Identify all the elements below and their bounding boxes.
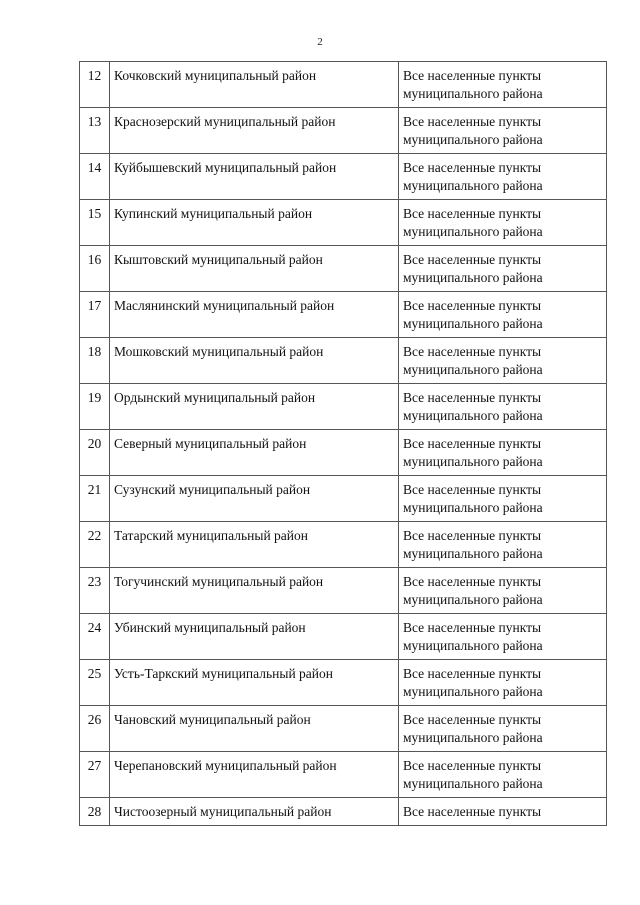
district-name: Кочковский муниципальный район bbox=[110, 62, 399, 108]
localities-line-1: Все населенные пункты bbox=[403, 574, 542, 589]
row-number: 27 bbox=[80, 752, 110, 798]
district-name: Краснозерский муниципальный район bbox=[110, 108, 399, 154]
table-row bbox=[80, 200, 607, 246]
district-name: Убинский муниципальный район bbox=[110, 614, 399, 660]
row-number: 26 bbox=[80, 706, 110, 752]
localities-line-2: муниципального района bbox=[403, 730, 543, 745]
table-row bbox=[80, 522, 607, 568]
district-name: Татарский муниципальный район bbox=[110, 522, 399, 568]
localities-line-1: Все населенные пункты bbox=[403, 528, 542, 543]
localities-line-2: муниципального района bbox=[403, 132, 543, 147]
table-row bbox=[80, 660, 607, 706]
table-row bbox=[80, 798, 607, 826]
district-name: Сузунский муниципальный район bbox=[110, 476, 399, 522]
localities-cell bbox=[399, 614, 607, 660]
row-number: 22 bbox=[80, 522, 110, 568]
table-row bbox=[80, 292, 607, 338]
localities-cell bbox=[399, 430, 607, 476]
page-number: 2 bbox=[317, 36, 323, 48]
localities-line-1: Все населенные пункты bbox=[403, 68, 542, 83]
localities-line-2: муниципального района bbox=[403, 638, 543, 653]
localities-line-1: Все населенные пункты bbox=[403, 620, 542, 635]
district-name: Кыштовский муниципальный район bbox=[110, 246, 399, 292]
row-number: 28 bbox=[80, 798, 110, 826]
localities-line-2: муниципального района bbox=[403, 408, 543, 423]
localities-cell bbox=[399, 568, 607, 614]
district-name: Тогучинский муниципальный район bbox=[110, 568, 399, 614]
localities-cell bbox=[399, 154, 607, 200]
row-number: 12 bbox=[80, 62, 110, 108]
table-row bbox=[80, 568, 607, 614]
localities-cell bbox=[399, 246, 607, 292]
localities-cell bbox=[399, 476, 607, 522]
district-name: Усть-Таркский муниципальный район bbox=[110, 660, 399, 706]
localities-line-1: Все населенные пункты bbox=[403, 252, 542, 267]
localities-line-2: муниципального района bbox=[403, 178, 543, 193]
localities-line-1: Все населенные пункты bbox=[403, 160, 542, 175]
table-row bbox=[80, 108, 607, 154]
table-row bbox=[80, 706, 607, 752]
districts-table bbox=[79, 61, 607, 826]
localities-cell bbox=[399, 798, 607, 826]
row-number: 14 bbox=[80, 154, 110, 200]
row-number: 15 bbox=[80, 200, 110, 246]
row-number: 23 bbox=[80, 568, 110, 614]
districts-table-body bbox=[80, 62, 607, 826]
row-number: 16 bbox=[80, 246, 110, 292]
localities-line-2: муниципального района bbox=[403, 270, 543, 285]
localities-cell bbox=[399, 752, 607, 798]
localities-line-1: Все населенные пункты bbox=[403, 206, 542, 221]
localities-line-1: Все населенные пункты bbox=[403, 436, 542, 451]
localities-line-2: муниципального района bbox=[403, 86, 543, 101]
row-number: 21 bbox=[80, 476, 110, 522]
district-name: Северный муниципальный район bbox=[110, 430, 399, 476]
localities-line-1: Все населенные пункты bbox=[403, 298, 542, 313]
table-row bbox=[80, 614, 607, 660]
row-number: 19 bbox=[80, 384, 110, 430]
localities-line-2: муниципального района bbox=[403, 224, 543, 239]
row-number: 18 bbox=[80, 338, 110, 384]
localities-cell bbox=[399, 522, 607, 568]
row-number: 17 bbox=[80, 292, 110, 338]
table-row bbox=[80, 246, 607, 292]
district-name: Мошковский муниципальный район bbox=[110, 338, 399, 384]
localities-line-1: Все населенные пункты bbox=[403, 482, 542, 497]
row-number: 24 bbox=[80, 614, 110, 660]
localities-line-1: Все населенные пункты bbox=[403, 804, 542, 819]
table-row bbox=[80, 154, 607, 200]
district-name: Маслянинский муниципальный район bbox=[110, 292, 399, 338]
table-row bbox=[80, 62, 607, 108]
localities-line-2: муниципального района bbox=[403, 454, 543, 469]
row-number: 25 bbox=[80, 660, 110, 706]
table-row bbox=[80, 430, 607, 476]
localities-line-2: муниципального района bbox=[403, 592, 543, 607]
localities-line-1: Все населенные пункты bbox=[403, 390, 542, 405]
row-number: 20 bbox=[80, 430, 110, 476]
localities-cell bbox=[399, 706, 607, 752]
district-name: Чановский муниципальный район bbox=[110, 706, 399, 752]
table-row bbox=[80, 338, 607, 384]
district-name: Чистоозерный муниципальный район bbox=[110, 798, 399, 826]
localities-line-2: муниципального района bbox=[403, 362, 543, 377]
localities-line-2: муниципального района bbox=[403, 776, 543, 791]
localities-cell bbox=[399, 338, 607, 384]
localities-line-1: Все населенные пункты bbox=[403, 114, 542, 129]
localities-cell bbox=[399, 62, 607, 108]
district-name: Ордынский муниципальный район bbox=[110, 384, 399, 430]
table-row bbox=[80, 384, 607, 430]
localities-line-2: муниципального района bbox=[403, 500, 543, 515]
localities-cell bbox=[399, 660, 607, 706]
localities-line-1: Все населенные пункты bbox=[403, 758, 542, 773]
localities-line-2: муниципального района bbox=[403, 316, 543, 331]
localities-line-2: муниципального района bbox=[403, 546, 543, 561]
localities-line-1: Все населенные пункты bbox=[403, 666, 542, 681]
row-number: 13 bbox=[80, 108, 110, 154]
localities-line-1: Все населенные пункты bbox=[403, 344, 542, 359]
localities-cell bbox=[399, 200, 607, 246]
district-name: Куйбышевский муниципальный район bbox=[110, 154, 399, 200]
table-row bbox=[80, 476, 607, 522]
localities-cell bbox=[399, 108, 607, 154]
localities-line-2: муниципального района bbox=[403, 684, 543, 699]
district-name: Купинский муниципальный район bbox=[110, 200, 399, 246]
district-name: Черепановский муниципальный район bbox=[110, 752, 399, 798]
localities-line-1: Все населенные пункты bbox=[403, 712, 542, 727]
table-row bbox=[80, 752, 607, 798]
localities-cell bbox=[399, 292, 607, 338]
localities-cell bbox=[399, 384, 607, 430]
